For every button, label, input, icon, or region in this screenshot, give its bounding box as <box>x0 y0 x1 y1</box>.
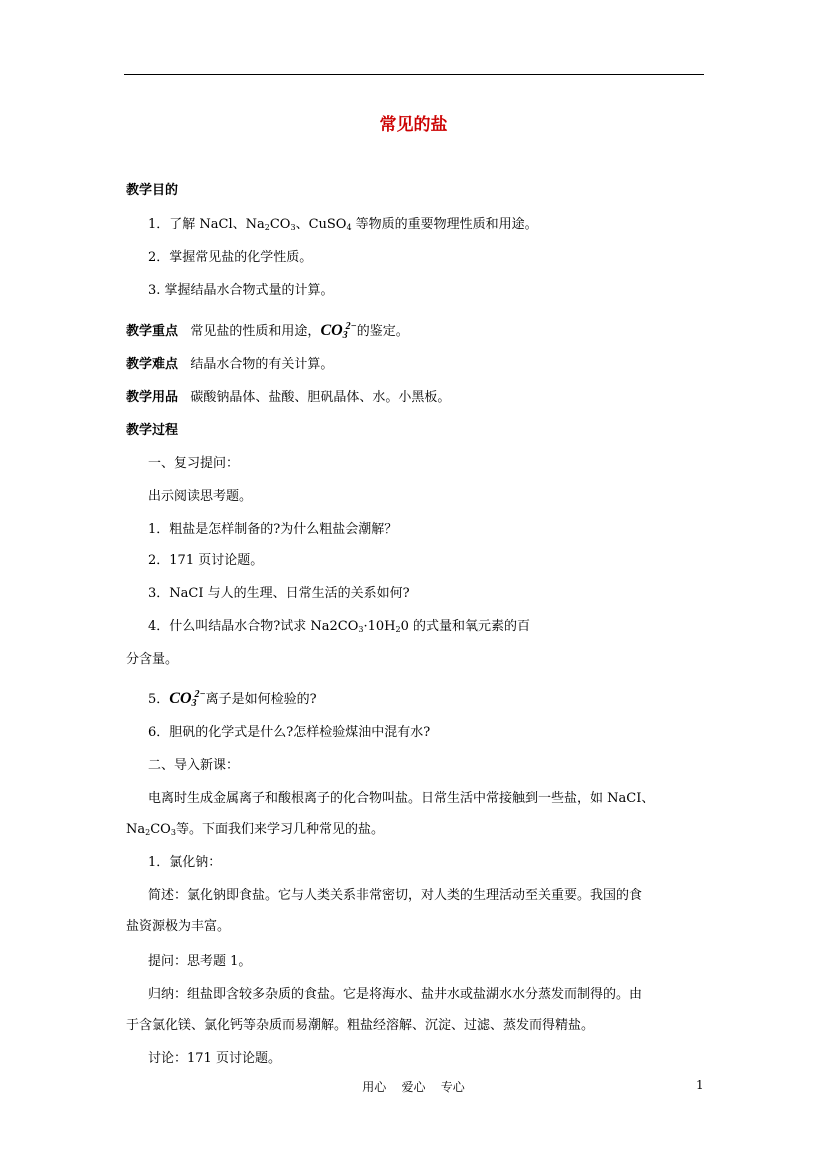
paragraph-1-line-1: 电离时生成金属离子和酸根离子的化合物叫盐。日常生活中常接触到一些盐，如 NaCI、 <box>148 791 655 806</box>
aim-item-2: 2．掌握常见盐的化学性质。 <box>148 250 313 265</box>
aim-item-1-sub2: 3 <box>290 223 296 232</box>
carbonate-formula-q5-sup: 2− <box>194 689 206 700</box>
carbonate-formula-base: CO <box>320 322 343 339</box>
paragraph-1-sub-1: 2 <box>145 828 151 837</box>
materials <box>126 389 450 407</box>
paragraph-1-co: CO <box>150 822 171 837</box>
carbonate-formula <box>320 322 356 339</box>
aim-item-3: 3. 掌握结晶水合物式量的计算。 <box>148 283 334 298</box>
question-4-part-b: ·10H <box>363 619 396 634</box>
difficulty <box>126 356 333 374</box>
aim-item-1-sub3: 4 <box>346 223 352 232</box>
question-6: 6．胆矾的化学式是什么?怎样检验煤油中混有水? <box>148 725 431 740</box>
summary-line-1: 归纳：组盐即含较多杂质的食盐。它是将海水、盐井水或盐湖水水分蒸发而制得的。由 <box>148 987 643 1002</box>
difficulty-text: 结晶水合物的有关计算。 <box>190 357 334 372</box>
aims-heading: 教学目的 <box>126 183 179 198</box>
carbonate-formula-q5-base: CO <box>169 690 192 707</box>
key-points <box>126 318 409 345</box>
aim-item-1-post: 等物质的重要物理性质和用途。 <box>351 217 538 232</box>
aim-item-1-sep: 、CuSO <box>295 217 347 232</box>
carbonate-formula-q5-sub: 3 <box>191 698 197 709</box>
aim-item-1 <box>148 216 538 237</box>
question-4-sub-1: 3 <box>358 625 364 634</box>
question-4-sub-2: 2 <box>395 625 401 634</box>
question-4-part-a: 4．什么叫结晶水合物?试求 Na2CO <box>148 619 359 634</box>
key-label: 教学重点 <box>126 324 179 339</box>
footer-motto-text: 用心 爱心 专心 <box>362 1080 465 1094</box>
brief-line-2: 盐资源极为丰富。 <box>126 919 231 934</box>
paragraph-1-rest: 等。下面我们来学习几种常见的盐。 <box>175 822 384 837</box>
question-5-text: 离子是如何检验的? <box>205 692 317 707</box>
question-4-part-c: 0 的式量和氧元素的百 <box>400 619 530 634</box>
aim-item-1-sub1: 2 <box>264 223 270 232</box>
carbonate-formula-sup: 2− <box>345 321 357 332</box>
page-title: 常见的盐 <box>379 115 448 135</box>
summary-line-2: 于含氯化镁、氯化钙等杂质而易潮解。粗盐经溶解、沉淀、过滤、蒸发而得精盐。 <box>126 1018 595 1033</box>
ask-line: 提问：思考题 1。 <box>148 954 252 969</box>
discussion-line: 讨论：171 页讨论题。 <box>148 1051 281 1066</box>
key-text-2: 的鉴定。 <box>356 324 409 339</box>
question-1: 1．粗盐是怎样制备的?为什么粗盐会潮解？ <box>148 522 398 537</box>
question-4-continued: 分含量。 <box>126 652 179 667</box>
carbonate-formula-sub: 3 <box>342 330 348 341</box>
show-questions: 出示阅读思考题。 <box>148 489 253 504</box>
question-2: 2．171 页讨论题。 <box>148 553 264 568</box>
carbonate-formula-q5 <box>169 690 205 707</box>
question-5-number: 5． <box>148 692 170 707</box>
question-5 <box>148 686 317 713</box>
header-rule <box>124 74 704 75</box>
paragraph-1-na: Na <box>126 822 146 837</box>
paragraph-1-sub-2: 3 <box>170 828 176 837</box>
nacl-heading: 1．氯化钠： <box>148 855 222 870</box>
materials-label: 教学用品 <box>126 390 179 405</box>
question-4 <box>148 618 530 639</box>
question-3: 3．NaCI 与人的生理、日常生活的关系如何? <box>148 586 410 601</box>
paragraph-1-line-2 <box>126 821 384 842</box>
page-number: 1 <box>696 1078 704 1092</box>
key-text-1: 常见盐的性质和用途， <box>190 324 321 339</box>
brief-line-1: 简述：氯化钠即食盐。它与人类关系非常密切，对人类的生理活动至关重要。我国的食 <box>148 888 643 903</box>
difficulty-label: 教学难点 <box>126 357 179 372</box>
aim-item-1-pre: 1．了解 NaCl、Na <box>148 217 265 232</box>
materials-text: 碳酸钠晶体、盐酸、胆矾晶体、水。小黑板。 <box>190 390 451 405</box>
review-heading: 一、复习提问： <box>148 456 240 471</box>
intro-heading: 二、导入新课： <box>148 758 240 773</box>
aim-item-1-mid: CO <box>269 217 291 232</box>
process-heading: 教学过程 <box>126 423 179 438</box>
